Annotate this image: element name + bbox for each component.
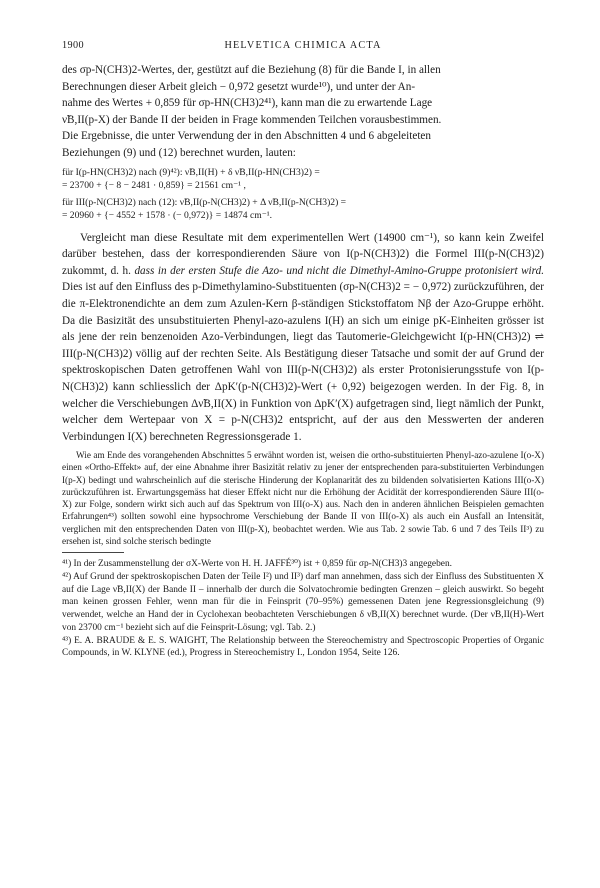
text-segment: Vergleicht man diese Resultate mit dem experimentellen Wert (14900 cm⁻¹), so kann kein Zweifel darüber bestehen, dass der korrespondierenden Säure von I(p-N(CH3)2) die Formel III(p-N(CH3)2) zukommt, d. h. [62, 231, 544, 277]
footnote-mark: ⁴¹) [62, 558, 72, 569]
text-line: nahme des Wertes + 0,859 für σp-HN(CH3)2⁴¹), kann man die zu erwartende Lage [62, 97, 433, 110]
footnote-mark: ⁴²) [62, 571, 72, 582]
equation-left: für III(p-N(CH3)2) nach (12): ν̃B,II(p-N(CH3)2) + Δ ν̃B,II(p-N(CH3)2) = [62, 196, 347, 208]
text-line: des σp-N(CH3)2-Wertes, der, gestützt auf die Beziehung (8) für die Bande I, in allen [62, 64, 441, 76]
equation-right: = 20960 + {− 4552 + 1578 · (− 0,972)} = 14874 cm⁻¹. [62, 209, 273, 221]
text-line: ν̃B,II(p-X) der Bande II der beiden in Frage kommenden Teilchen vorausbestimmen. [62, 113, 442, 126]
paragraph-intro [62, 62, 544, 162]
footnote-text: In der Zusammenstellung der σX-Werte von H. H. JAFFÉ³⁰) ist + 0,859 für σp-N(CH3)3 angegeben. [73, 558, 452, 569]
paragraph-result [62, 230, 544, 446]
footnote [62, 558, 544, 571]
equation-left: für I(p-HN(CH3)2) nach (9)⁴²): ν̃B,II(H) + δ ν̃B,II(p-HN(CH3)2) = [62, 166, 320, 178]
text-line: Berechnungen dieser Arbeit gleich − 0,972 gesetzt wurde¹⁰), und unter der An- [62, 80, 416, 93]
footnote-mark: ⁴³) [62, 635, 72, 646]
footnote-text: Auf Grund der spektroskopischen Daten der Teile I²) und II³) darf man annehmen, dass sich der Einfluss des Substituenten X auf die Lage ν̃B,II(X) der Bande II – innerhalb der durch die Solvatochromie bedingten Grenzen – gleich auswirkt. So begeht man keinen grossen Fehler, wenn man für die in Feinsprit (70–95%) gemessenen Daten jene Regressionsgleichung (9) verwendet, welche an Hand der in Cyclohexan beobachteten Verschiebungen δ ν̃B,II(X) berechnet wurde. (Der ν̃B,II(H)-Wert von 23700 cm⁻¹ bezieht sich auf die Feinsprit-Lösung; vgl. Tab. 2.) [62, 571, 544, 633]
footnote-separator [62, 552, 124, 553]
equation-block [62, 166, 544, 222]
footnote [62, 635, 544, 661]
footnote [62, 571, 544, 635]
page-number: 1900 [62, 40, 84, 51]
text-segment: Dies ist auf den Einfluss des p-Dimethylamino-Substituenten (σp-N(CH3)2 = − 0,972) zurückzuführen, der die π-Elektronendichte an dem zum Azulen-Kern β-ständigen Stickstoffatom Nβ der Azo-Gruppe erhöht. Da die Basizität des unsubstituierten Phenyl-azo-azulens I(H) an sich um einige pK-Einheiten grösser ist als jene der rein benzenoiden Azo-Verbindungen, liegt das Tautomerie-Gleichgewicht I(p-HN(CH3)2) ⇌ III(p-N(CH3)2) völlig auf der rechten Seite. Als Bestätigung dieser Tatsache und somit der auf Grund der spektroskopischen Daten getroffenen Wahl von III(p-N(CH3)2) als erster Protonisierungsstufe von I(p-N(CH3)2) kann schliesslich der ΔpK′(p-N(CH3)2)-Wert (+ 0,92) beigezogen werden. In der Fig. 8, in welcher die Verschiebungen Δν̃B,II(X) in Funktion von ΔpK′(X) aufgetragen sind, liegt nämlich der Punkt, welcher dem Wertepaar von X = p-N(CH3)2 entspricht, auf der aus den Messwerten der anderen Verbindungen I(X) berechneten Regressionsgerade 1. [62, 281, 544, 443]
journal-title: HELVETICA CHIMICA ACTA [224, 40, 382, 51]
footnote-text: E. A. BRAUDE & E. S. WAIGHT, The Relationship between the Stereochemistry and Spectroscopic Properties of Organic Compounds, in W. KLYNE (ed.), Progress in Stereochemistry I., London 1954, Seite 126. [62, 635, 544, 659]
small-print-paragraph: Wie am Ende des vorangehenden Abschnittes 5 erwähnt worden ist, weisen die ortho-substituierten Phenyl-azo-azulene I(o-X) einen «Ortho-Effekt» auf, der eine Abnahme ihrer Basizität relativ zu jener der entsprechenden para-substituierten Verbindungen I(p-X) bedingt und wahrscheinlich auf die sterische Hinderung der Koplanarität des zu bildenden solvatisierten Kations III(o-X) zurückzuführen ist. Erwartungsgemäss hat dieser Effekt nicht nur die Erhöhung der Acidität der korrespondierenden Säure III(o-X) zur Folge, sondern wirkt sich auch auf das Spektrum von III(o-X) aus. Nach den in anderen ähnlichen Beispielen gemachten Erfahrungen⁴³) sollten sowohl eine hypsochrome Verschiebung der Bande II von III(o-X) als auch ein Ausfall an Intensität, verglichen mit den entsprechenden Daten von III(p-X), beobachtet werden. Wie aus Tab. 2 sowie Tab. 6 und 7 des Teils II³) zu ersehen ist, sind solche sterisch bedingte [62, 450, 544, 546]
running-header [62, 40, 544, 56]
text-line: Beziehungen (9) und (12) berechnet wurden, lauten: [62, 146, 296, 159]
text-line: Die Ergebnisse, die unter Verwendung der in den Abschnitten 4 und 6 abgeleiteten [62, 130, 431, 143]
equation-right: = 23700 + {− 8 − 2481 · 0,859} = 21561 cm⁻¹ , [62, 179, 246, 191]
paper-page [62, 40, 544, 660]
footnotes [62, 558, 544, 660]
emphasis-text: dass in der ersten Stufe die Azo- und nicht die Dimethyl-Amino-Gruppe protonisiert wird. [134, 264, 544, 277]
